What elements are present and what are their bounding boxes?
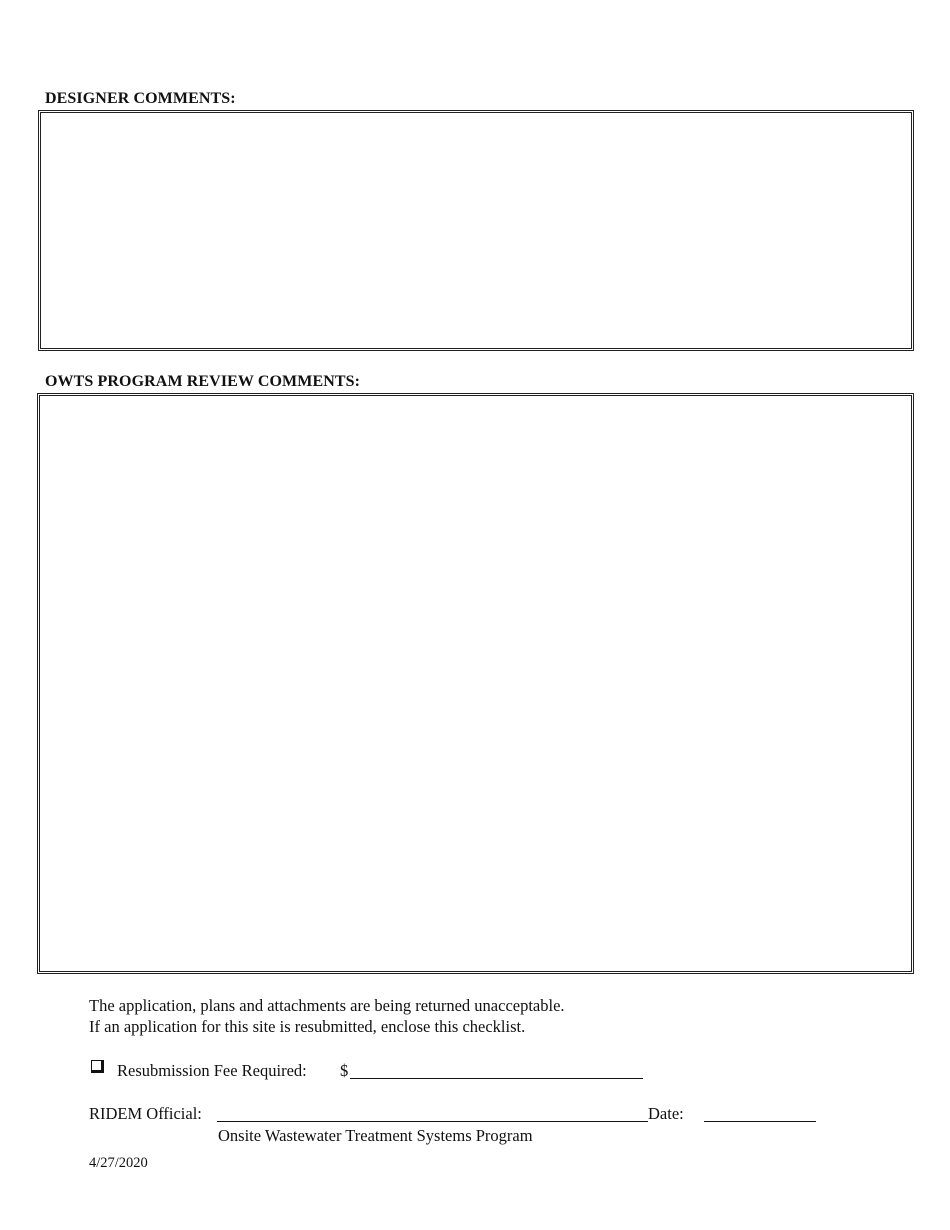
return-notice: The application, plans and attachments are being returned unacceptable. (89, 996, 565, 1015)
date-field[interactable] (704, 1121, 816, 1122)
date-label: Date: (648, 1104, 684, 1123)
ridem-official-signature-field[interactable] (217, 1121, 648, 1122)
program-name: Onsite Wastewater Treatment Systems Program (218, 1126, 533, 1145)
review-comments-heading: OWTS PROGRAM REVIEW COMMENTS: (45, 373, 361, 390)
ridem-official-label: RIDEM Official: (89, 1104, 202, 1123)
review-comments-box[interactable] (37, 393, 914, 974)
designer-comments-box[interactable] (38, 110, 914, 351)
revision-date: 4/27/2020 (89, 1155, 148, 1171)
resubmission-fee-label: Resubmission Fee Required: (117, 1061, 307, 1080)
fee-amount-field[interactable] (350, 1078, 643, 1079)
resubmit-instruction: If an application for this site is resubmitted, enclose this checklist. (89, 1017, 526, 1036)
designer-comments-heading: DESIGNER COMMENTS: (45, 90, 236, 107)
currency-symbol: $ (340, 1061, 349, 1080)
resubmission-fee-checkbox[interactable] (91, 1060, 104, 1073)
